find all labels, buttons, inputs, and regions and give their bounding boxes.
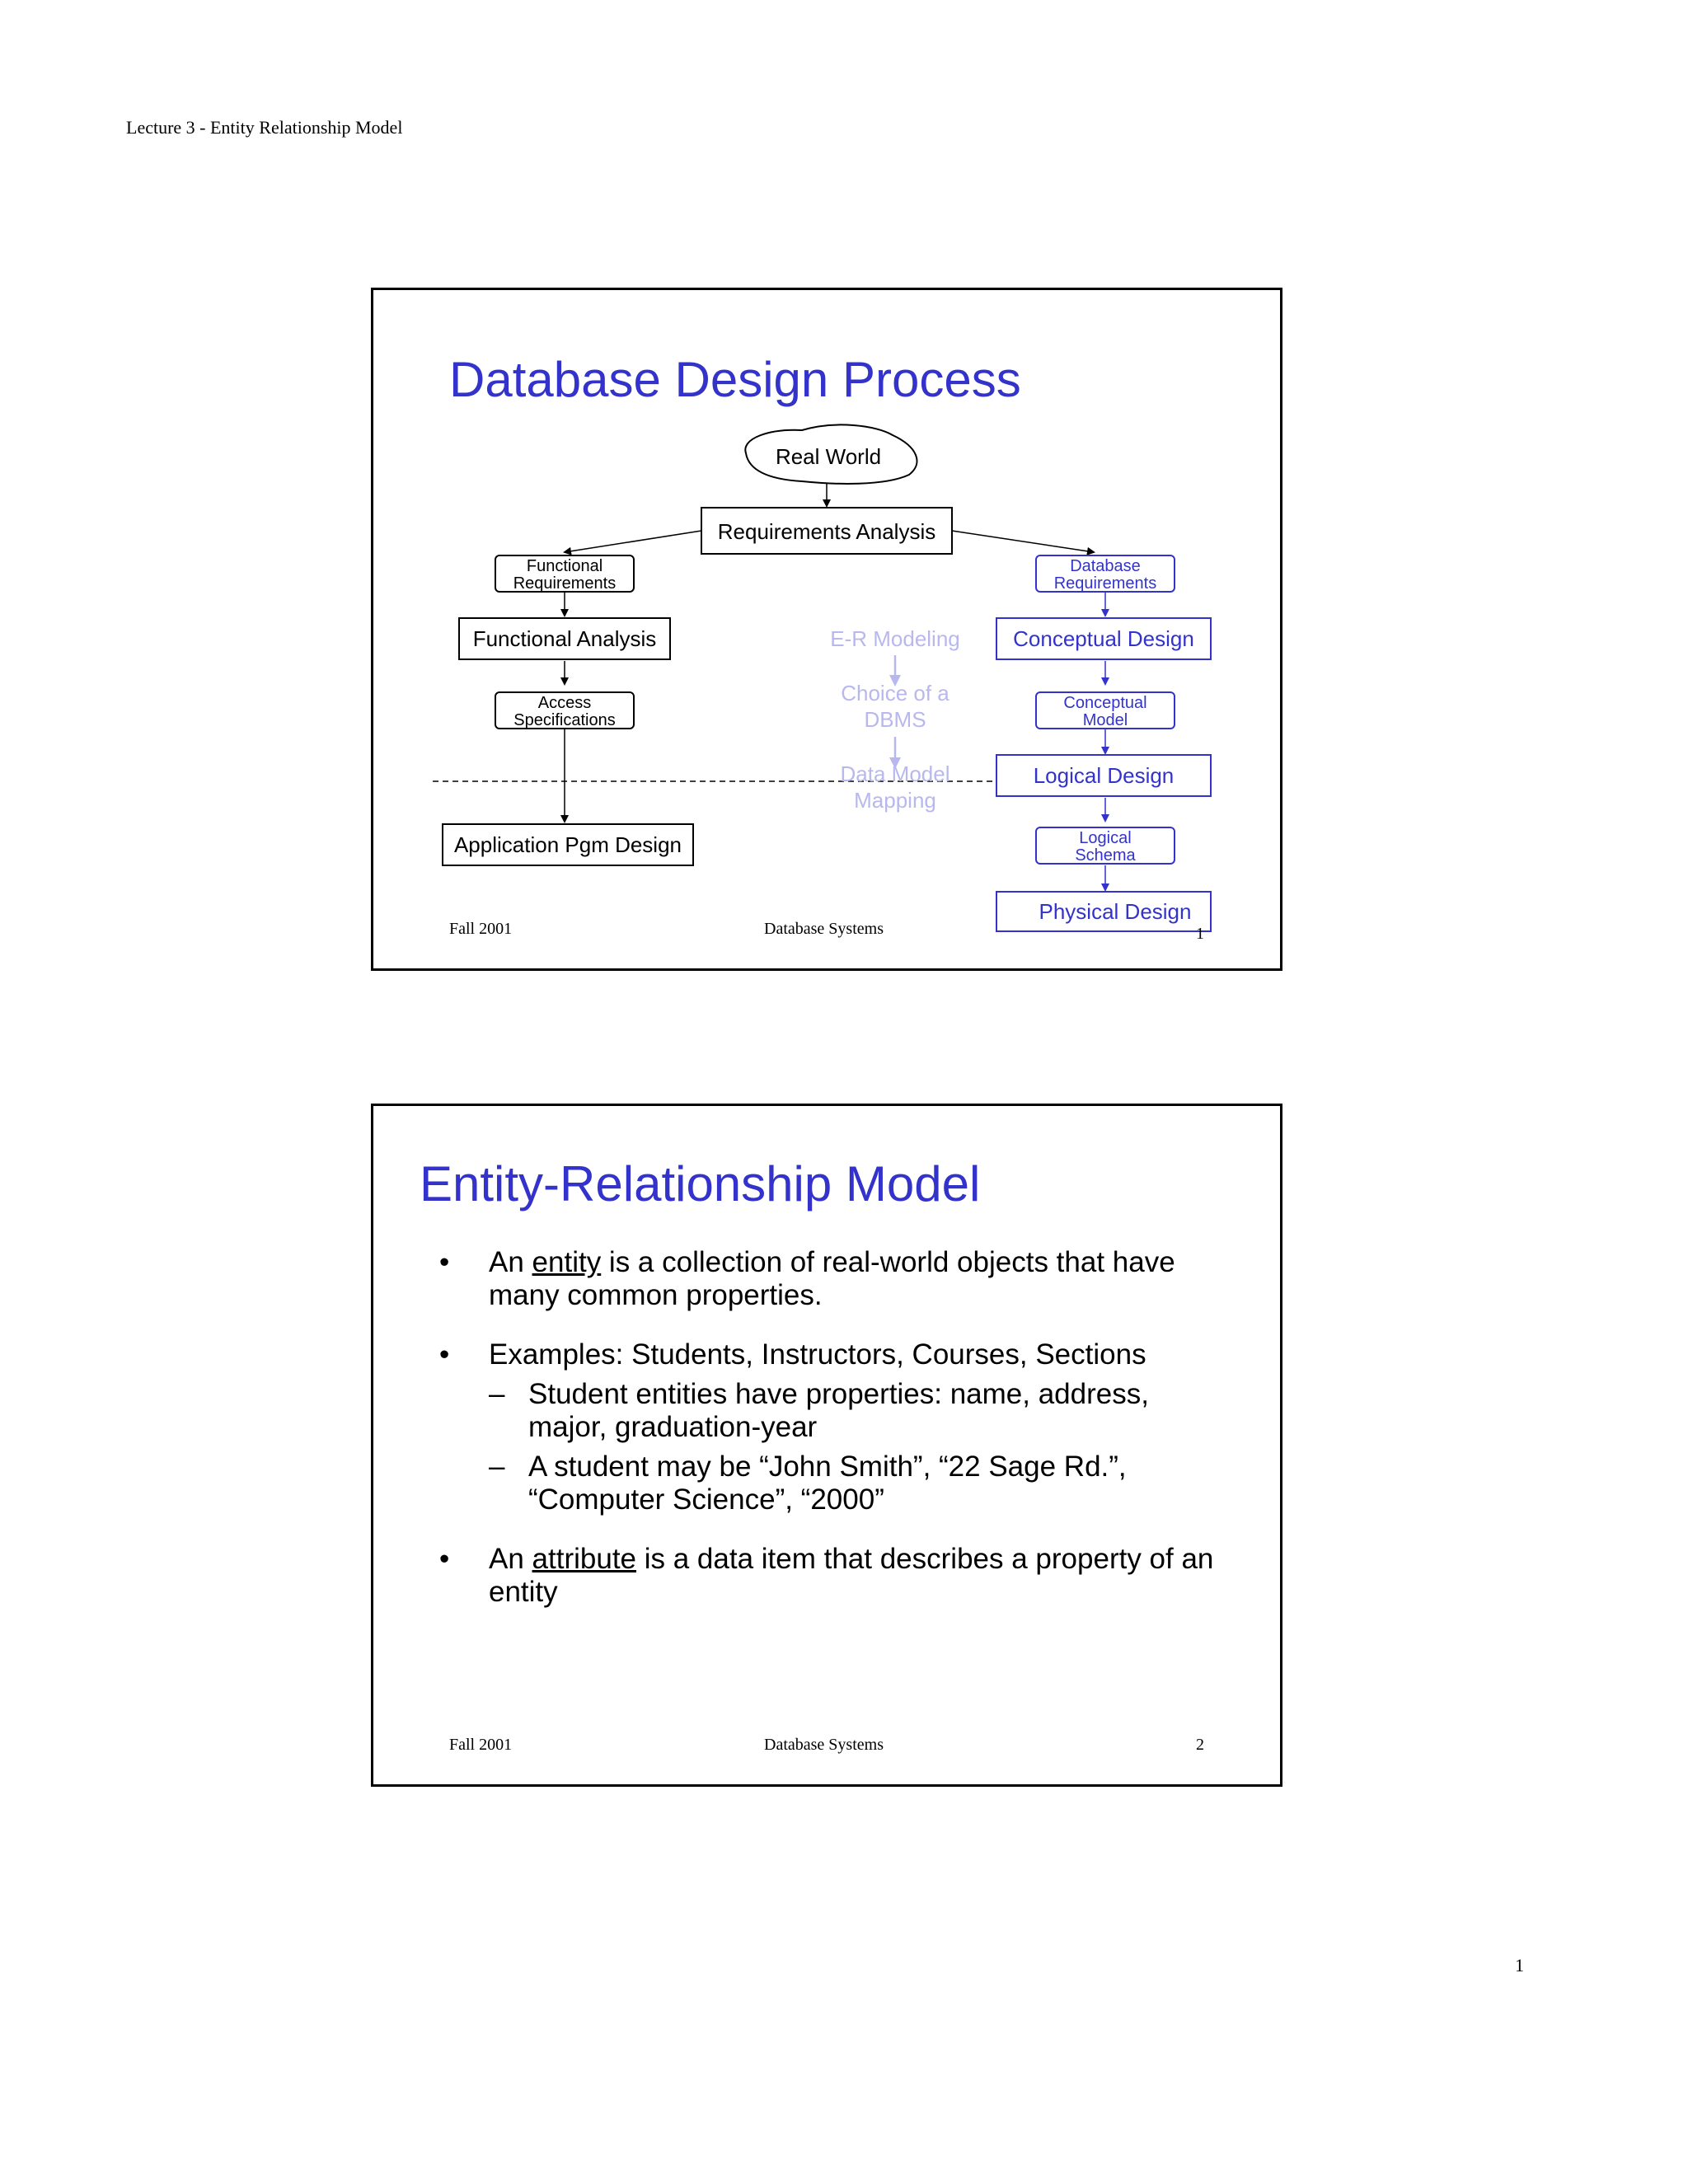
physical-design-label: Physical Design <box>1039 899 1192 924</box>
bullet-examples: • Examples: Students, Instructors, Courses, Sections <box>439 1338 1146 1371</box>
slide-database-design-process <box>371 288 1282 971</box>
slide2-footer-number: 2 <box>1196 1736 1204 1754</box>
functional-requirements-line1: Functional <box>526 557 603 575</box>
slide-title: Entity-Relationship Model <box>420 1156 981 1212</box>
term-entity: entity <box>532 1246 602 1278</box>
bullet-attribute: • An attribute is a data item that describes a property of an entity <box>439 1543 1214 1608</box>
design-process-diagram <box>373 290 1280 968</box>
sub-bullets <box>439 1378 1231 1516</box>
access-specifications-line2: Specifications <box>513 711 616 729</box>
database-requirements-line1: Database <box>1070 557 1141 575</box>
slide1-footer-number: 1 <box>1196 925 1204 943</box>
slide1-footer-date: Fall 2001 <box>449 920 513 938</box>
slide2-footer-course: Database Systems <box>764 1736 884 1754</box>
choice-of-dbms-line1: Choice of a <box>841 681 950 705</box>
conceptual-model-line2: Model <box>1082 711 1128 729</box>
sub-bullet-example-student: – A student may be “John Smith”, “22 Sage Rd.”, “Computer Science”, “2000” <box>489 1451 1127 1516</box>
slide-title: Database Design Process <box>449 352 1021 407</box>
real-world-label: Real World <box>775 444 882 469</box>
page-number: 1 <box>1515 1955 1524 1975</box>
logical-schema-line1: Logical <box>1079 829 1132 847</box>
logical-design-label: Logical Design <box>1033 763 1175 788</box>
access-specifications-line1: Access <box>537 694 592 712</box>
data-model-mapping-line1: Data Model <box>840 762 950 786</box>
choice-of-dbms-line2: DBMS <box>864 707 926 732</box>
data-model-mapping-line2: Mapping <box>854 788 936 813</box>
bullet-entity: • An entity is a collection of real-world objects that have many common properties. <box>439 1246 1175 1311</box>
conceptual-model-line1: Conceptual <box>1063 694 1147 712</box>
database-requirements-line2: Requirements <box>1053 574 1157 593</box>
logical-schema-line2: Schema <box>1075 846 1136 865</box>
functional-requirements-line2: Requirements <box>513 574 617 593</box>
slide2-footer-date: Fall 2001 <box>449 1736 513 1754</box>
requirements-analysis-label: Requirements Analysis <box>717 519 936 544</box>
bullet-list <box>439 1246 1231 1635</box>
application-pgm-design-label: Application Pgm Design <box>453 832 682 857</box>
page-header: Lecture 3 - Entity Relationship Model <box>126 117 403 138</box>
functional-analysis-label: Functional Analysis <box>472 626 657 651</box>
sub-bullet-properties: – Student entities have properties: name, address, major, graduation-year <box>489 1378 1149 1443</box>
term-attribute: attribute <box>532 1543 637 1575</box>
conceptual-design-label: Conceptual Design <box>1013 626 1194 651</box>
slide-entity-relationship-model <box>371 1104 1282 1787</box>
slide1-footer-course: Database Systems <box>764 920 884 938</box>
er-modeling-label: E-R Modeling <box>830 626 960 651</box>
